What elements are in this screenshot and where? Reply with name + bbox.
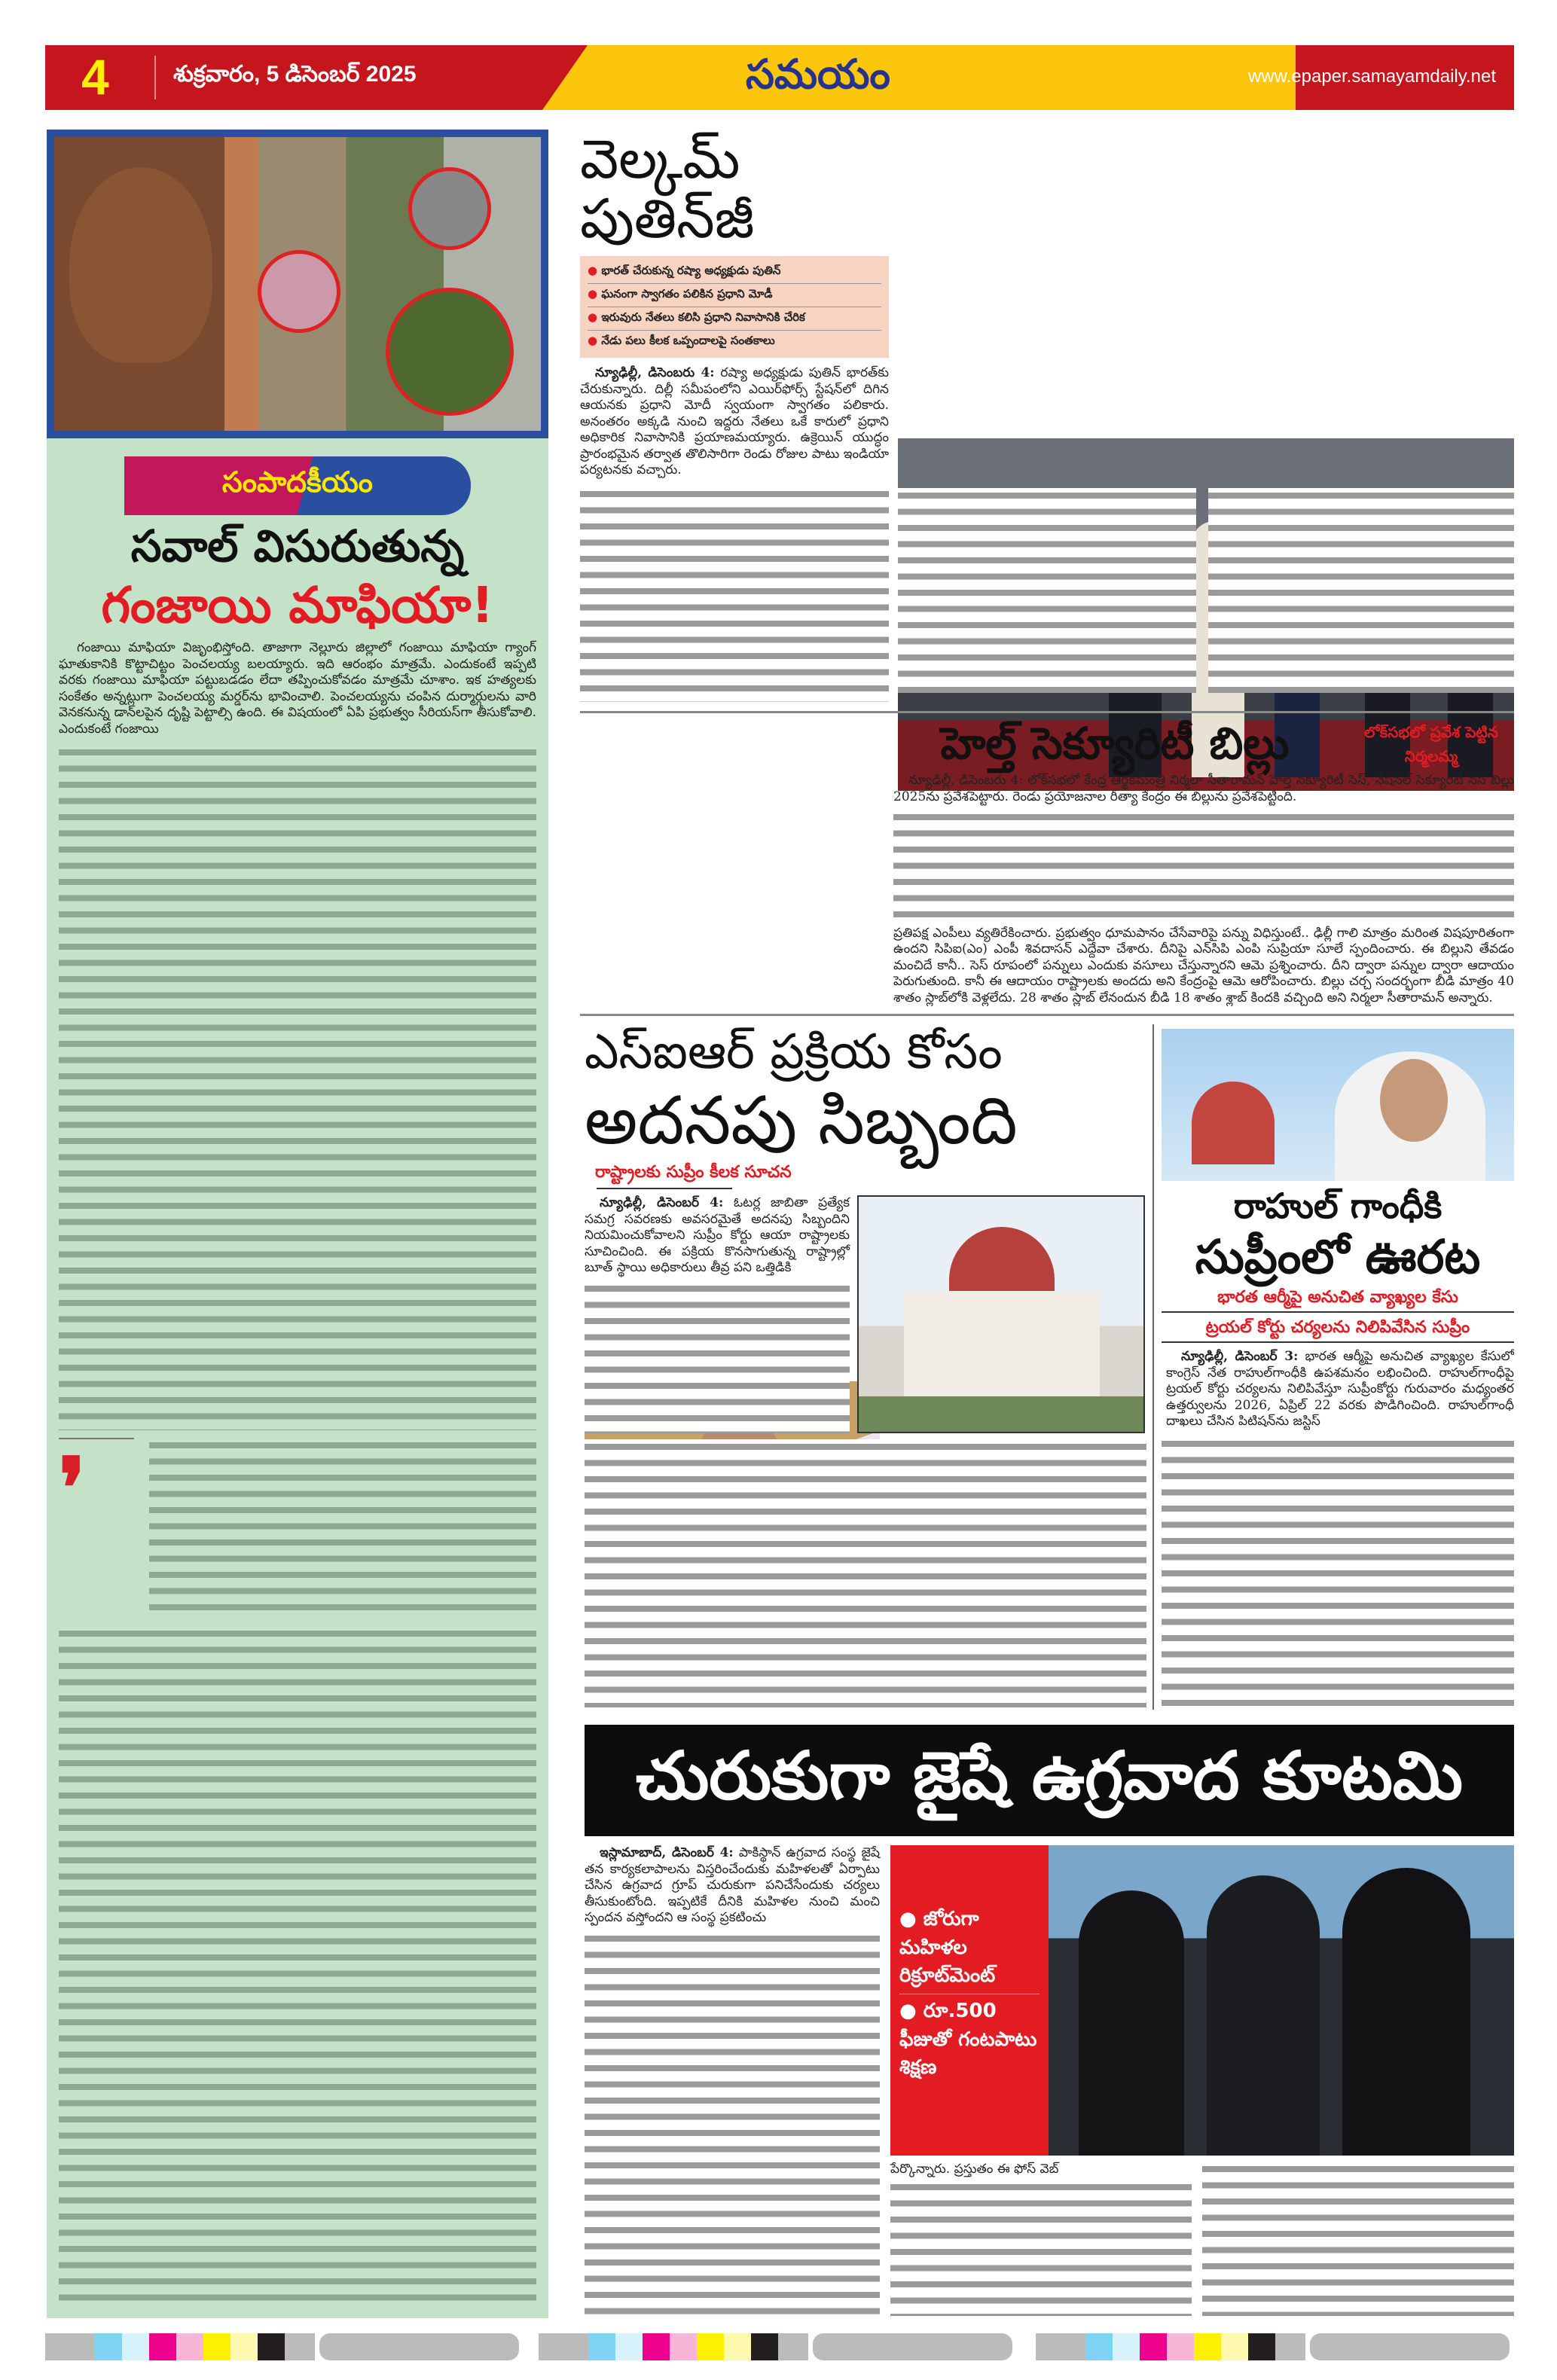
bullet-item: ● రూ.500 ఫీజుతో గంటపాటు శిక్షణ (899, 2000, 1037, 2079)
rahul-subhead-1: భారత ఆర్మీపై అనుచిత వ్యాఖ్యల కేసు (1162, 1289, 1514, 1313)
jaish-headline: చురుకుగా జైషే ఉగ్రవాద కూటమి (635, 1737, 1463, 1814)
editorial-headline-line1: సవాల్ విసురుతున్న (130, 520, 465, 572)
putin-bullets-box (580, 256, 889, 358)
health-bill-body-continued (893, 810, 1514, 921)
sir-body: న్యూఢిల్లీ, డిసెంబర్ 4: ఓటర్ల జాబితా ప్రత్యేక సమగ్ర సవరణకు అవసరమైతే అదనపు సిబ్బందిని నియమించుకోవాలని సుప్రీం కోర్టు ఆయా రాష్ట్రాలకు సూచించింది. ఈ పక్రియ కొనసాగుతున్న రాష్ట్రాల్లో బూత్ స్థాయి అధికారులు తీవ్ర పని ఒత్తిడికి (585, 1195, 850, 1276)
jaish-body-row (585, 1845, 1514, 2316)
editorial-label (124, 456, 471, 515)
editorial-body-continued (59, 1626, 536, 2311)
jaish-body-col3 (1202, 2162, 1514, 2316)
supreme-court-photo (857, 1195, 1145, 1433)
sir-body-row (585, 1195, 1146, 1433)
bullet-item: ● ఘనంగా స్వాగతం పలికిన ప్రధాని మోడీ (588, 284, 881, 307)
inset-circle-photo (408, 167, 491, 250)
putin-story-column (580, 130, 889, 702)
putin-body-col3 (1208, 488, 1514, 693)
putin-headline: వెల్కమ్ పుతిన్‌జీ (580, 130, 889, 249)
putin-body-col2 (898, 488, 1196, 693)
sir-headline-line2: అదనపు సిబ్బంది (585, 1082, 1018, 1160)
sir-body-full-width (585, 1439, 1146, 1707)
rahul-subhead-2: ట్రయల్ కోర్టు చర్యలను నిలిపివేసిన సుప్రీం (1162, 1319, 1514, 1343)
sir-headline-line1: ఎస్ఐఆర్ ప్రక్రియ కోసం (585, 1026, 1003, 1080)
divider (597, 1188, 732, 1189)
masthead-bar (45, 45, 1514, 110)
jaish-body: ఇస్లామాబాద్, డిసెంబర్ 4: పాకిస్థాన్ ఉగ్రవాద సంస్థ జైషే తన కార్యకలాపాలను విస్తరించేందుకు మహిళలతో ఏర్పాటు చేసిన ఉగ్రవాద గ్రూప్ చురుకుగా పనిచేసేందుకు చర్యలు తీసుకుంటోంది. ఇప్పటికే దీనికి మహిళల నుంచి మంచి స్పందన వస్తోందని ఆ సంస్థ ప్రకటించు (585, 1845, 880, 1925)
section-divider (580, 711, 1514, 713)
inset-circle-photo (386, 288, 514, 416)
editorial-body-continued (59, 745, 536, 1430)
page-number: 4 (81, 49, 109, 105)
health-bill-body-end: ప్రతిపక్ష ఎంపీలు వ్యతిరేకించారు. ప్రభుత్వం ధూమపానం చేసేవారిపై పన్ను విధిస్తుంటే.. ఢిల్లీ గాలి మాత్రం మరింత విషపూరితంగా ఉందని సిపిఐ(ఎం) ఎంపీ శివదాసన్ ఎద్దేవా చేశారు. దీనిపై ఎన్‌సిపి ఎంపి సుప్రియా సూలే స్పందించారు. ఈ బిల్లుని తేవడం మంచిదే కానీ.. సెస్ రూపంలో పన్నులు ఎందుకు వసూలు చేస్తున్నారని ఆమె ప్రశ్నించారు. దీని ద్వారా పన్నుల ద్వారా ఆదాయం పెరుగుతుంది. కానీ ఈ ఆదాయం రాష్ట్రాలకు అందదు అని కేంద్రంపై ఆమె ఆరోపించారు. బిల్లు చర్చ సందర్భంగా బీడి మాత్రం 40 శాతం స్లాబ్‌లోకి వెళ్లలేదు. 28 శాతం స్లాబ్ లేనందున బీడి 18 శాతం శ్లాబ్ కిందకి వచ్చింది అని నిర్మలా సీతారామన్ అన్నారు. (893, 925, 1514, 1005)
jaish-women-militants-photo (1049, 1845, 1514, 2156)
rahul-headline-line1: రాహుల్ గాంధీకి (1233, 1185, 1443, 1226)
color-registration-bar (45, 2333, 1525, 2360)
editorial-label-text: సంపాదకీయం (222, 465, 373, 499)
rahul-body-continued (1162, 1436, 1514, 1707)
jaish-body-col2 (890, 2180, 1192, 2317)
divider (154, 56, 156, 99)
rahul-body: న్యూఢిల్లీ, డిసెంబర్ 3: భారత ఆర్మీపై అనుచిత వ్యాఖ్యల కేసులో కాంగ్రెస్ నేత రాహుల్‌గాంధీకి ఉపశమనం లభించింది. రాహుల్‌గాంధీపై ట్రయల్ కోర్టు చర్యలను నిలిపివేస్తూ సుప్రీంకోర్టు గురువారం మధ్యంతర ఉత్తర్వులను 2026, ఏప్రిల్ 22 వరకు పొడిగించింది. రాహుల్‌గాంధీ దాఖలు చేసిన పిటిషన్‌ను జస్టిస్ (1166, 1349, 1514, 1430)
jaish-bullets-box (890, 1845, 1049, 2156)
health-bill-heading-row (893, 720, 1514, 768)
health-bill-kicker: లోక్‌సభలో ప్రవేశ పెట్టిన నిర్మలమ్మ (1364, 723, 1498, 765)
bullet-item: ● జోరుగా మహిళల రిక్రూట్‌మెంట్ (899, 1906, 1040, 1994)
rahul-story (1162, 1029, 1514, 1707)
masthead-yellow-panel (542, 45, 1296, 110)
putin-body: న్యూఢిల్లీ, డిసెంబరు 4: రష్యా అధ్యక్షుడు పుతిన్ భారత్‌కు చేరుకున్నారు. దిల్లీ సమీపంలోని ఎయిర్‌ఫోర్స్ స్టేషన్‌లో దిగిన ఆయనకు ప్రధాని మోదీ స్వయంగా స్వాగతం పలికారు. అనంతరం అక్కడి నుంచి ఇద్దరు నేతలు ఒకే కారులో ప్రధాని అధికారిక నివాసానికి ప్రయాణమయ్యారు. ఉక్రెయిన్ యుద్ధం ప్రారంభమైన తర్వాత తొలిసారిగా రెండు రోజుల పాటు ఇండియా పర్యటనకు వచ్చారు. (580, 365, 889, 478)
bullet-item: ● భారత్ చేరుకున్న రష్యా అధ్యక్షుడు పుతిన్ (588, 261, 881, 284)
editorial-body: గంజాయి మాఫియా విజృంభిస్తోంది. తాజాగా నెల్లూరు జిల్లాలో గంజాయి మాఫియా గ్యాంగ్ ఘాతుకానికి కొట్టాచిట్టం పెంచలయ్య బలయ్యారు. ఇది ఆరంభం మాత్రమే. ఎందుకంటే ఇప్పటి వరకు గంజాయి మాఫియా పట్టుబడడం లేదా తప్పించుకోవడం మాత్రమే చూశాం. ఇక హత్యలకు సంకేతం అన్నట్లుగా పెంచలయ్య మర్డర్‌ను భావించాలి. పెంచలయ్యను చంపిన దుర్మార్గులను వారి వెనకనున్న డాన్‌లపైన దృష్టి పెట్టాల్సి ఉంది. ఈ విషయంలో ఏపి ప్రభుత్వం సీరియస్‌గా తీసుకోవాలి. ఎందుకంటే గంజాయి (59, 640, 536, 737)
sir-body-continued (585, 1281, 850, 1434)
editorial-headline-line2: గంజాయి మాఫియా! (101, 575, 494, 634)
jaish-headline-banner (585, 1725, 1514, 1836)
quote-mark-icon: ❜ (59, 1438, 134, 1619)
editorial-panel (47, 438, 548, 2318)
newspaper-logo: సమయం (746, 52, 890, 97)
editorial-photo-collage (47, 130, 548, 438)
rahul-gandhi-photo (1162, 1029, 1514, 1181)
putin-body-continued (580, 487, 889, 702)
jaish-story (585, 1725, 1514, 2316)
rahul-headline-line2: సుప్రీంలో ఊరట (1195, 1228, 1481, 1284)
sir-subhead: రాష్ట్రాలకు సుప్రీం కీలక సూచన (595, 1163, 792, 1182)
bullet-item: ● నేడు పలు కీలక ఒప్పందాలపై సంతకాలు (588, 334, 775, 348)
jaish-body-end: పేర్కొన్నారు. ప్రస్తుతం ఈ ఫోస్ వెబ్ (890, 2162, 1059, 2177)
health-bill-story (893, 720, 1514, 1006)
inset-circle-photo (258, 250, 340, 333)
dateline: న్యూఢిల్లీ, డిసెంబర్ 4: (600, 1195, 724, 1211)
jaish-body-continued (585, 1931, 880, 2317)
sir-story (585, 1026, 1146, 1707)
dateline: న్యూఢిల్లీ, డిసెంబర్ 3: (1181, 1349, 1299, 1365)
section-divider (580, 1014, 1514, 1016)
issue-date: శుక్రవారం, 5 డిసెంబర్ 2025 (173, 62, 417, 87)
epaper-url[interactable]: www.epaper.samayamdaily.net (1247, 66, 1496, 87)
health-bill-headline: హెల్త్ సెక్యూరిటీ బిల్లు (940, 720, 1290, 769)
dateline: ఇస్లామాబాద్, డిసెంబర్ 4: (600, 1845, 734, 1860)
editorial-body-continued (149, 1438, 536, 1619)
health-bill-body: న్యూఢిల్లీ, డిసెంబరు 4: లోక్‌సభలో కేంద్ర ఆర్థికమంత్రి నిర్మలా సీతారామన్ హెల్త్ సెక్యూరిటీ సెస్, నేషనల్ సెక్యూరిటీ సెస్ బిల్లు 2025ను ప్రవేశపెట్టారు. రెండు ప్రయోజనాల రీత్యా కేంద్రం ఈ బిల్లును ప్రవేశపెట్టింది. (893, 773, 1514, 804)
portrait (69, 167, 212, 363)
dateline: న్యూఢిల్లీ, డిసెంబరు 4: (595, 365, 715, 381)
divider (1152, 1024, 1154, 1710)
quote-block (59, 1438, 536, 1619)
bullet-item: ● ఇరువురు నేతలు కలిసి ప్రధాని నివాసానికి చేరిక (588, 307, 881, 331)
